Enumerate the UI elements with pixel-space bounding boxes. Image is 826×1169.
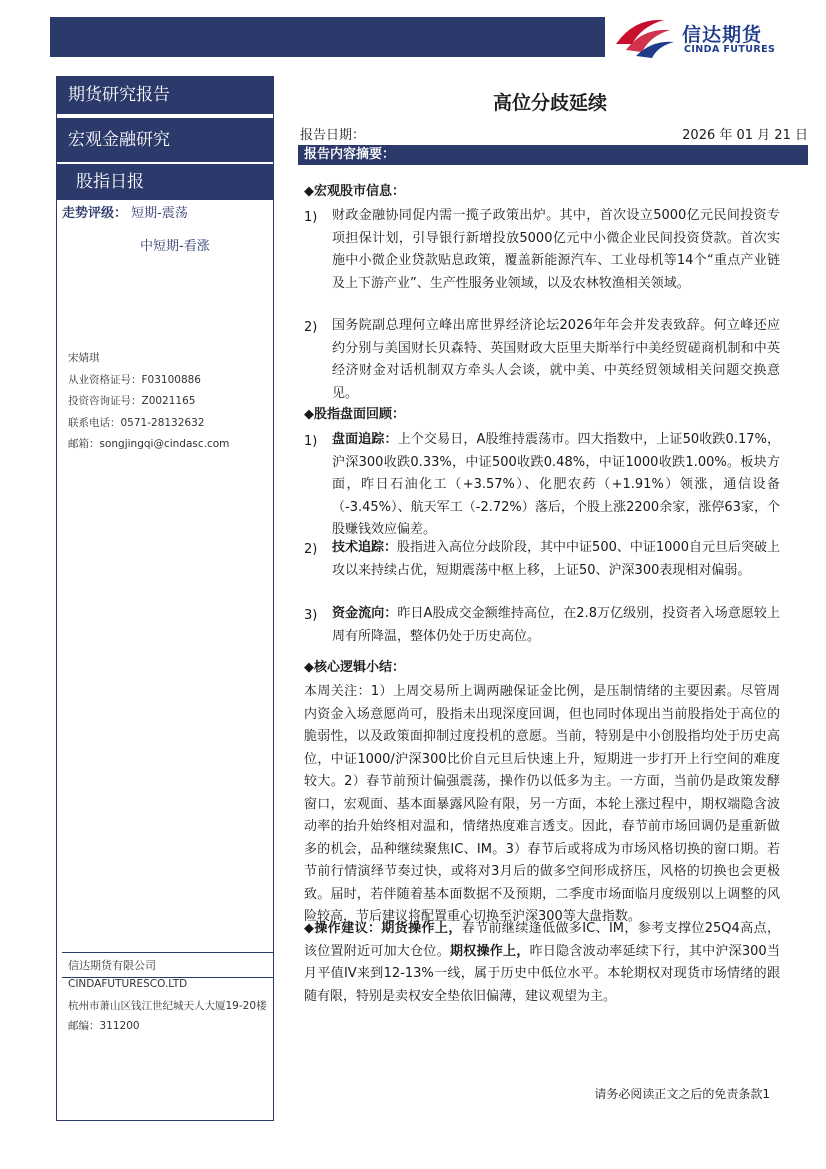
cinda-logo bbox=[612, 14, 802, 62]
advice-futures-label: 期货操作上， bbox=[381, 921, 462, 936]
macro-item-number: 1) bbox=[304, 210, 318, 225]
macro-section-heading: ◆宏观股市信息： bbox=[304, 184, 405, 199]
review-item-label: 资金流向： bbox=[332, 606, 398, 621]
review-item-label: 技术追踪： bbox=[332, 540, 398, 555]
summary-header: 报告内容摘要： bbox=[298, 145, 808, 165]
report-title: 高位分歧延续 bbox=[492, 92, 607, 114]
advice-options-label: 期权操作上， bbox=[449, 943, 530, 959]
advice-label: ◆操作建议： bbox=[304, 921, 382, 936]
analyst-qualification: 从业资格证号：F03100886 bbox=[68, 373, 201, 386]
trend-rating bbox=[62, 202, 188, 221]
macro-item-number: 2) bbox=[304, 320, 318, 335]
review-item-number: 1) bbox=[304, 434, 318, 449]
analyst-name: 宋婧琪 bbox=[68, 352, 100, 364]
advice-paragraph bbox=[304, 918, 780, 1008]
review-section-heading: ◆股指盘面回顾： bbox=[304, 407, 405, 422]
analyst-phone: 联系电话：0571-28132632 bbox=[68, 416, 205, 429]
company-name: 信达期货有限公司 bbox=[62, 952, 274, 978]
review-item-body: 上个交易日，A股维持震荡市。四大指数中，上证50收跌0.17%，沪深300收跌0.33%，中证500收跌0.48%，中证1000收跌1.00%。板块方面，昨日石油化工（+3.57%）、化肥农药（+1.91%）领涨，通信设备（-3.45%）、航天军工（-2.72%）落后，个股上涨2200余家，涨停63家，个股赚钱效应偏差。 bbox=[332, 432, 780, 537]
trend-label: 走势评级： bbox=[62, 206, 128, 221]
company-info bbox=[68, 978, 267, 1038]
advice-futures-text: 春节前继续逢低做多IC、IM，参考支撑位25Q4高点，该位置附近可加大仓位。 bbox=[304, 921, 780, 959]
date-label: 报告日期： bbox=[300, 128, 366, 143]
macro-item-text: 国务院副总理何立峰出席世界经济论坛2026年年会并发表致辞。何立峰还应约分别与美国财长贝森特、英国财政大臣里夫斯举行中美经贸磋商机制和中英经济财金对话机制双方牵头人会谈，就中美、中英经贸领域相关问题交换意见。 bbox=[332, 318, 780, 401]
logo-text-en: CINDA FUTURES bbox=[684, 44, 776, 55]
macro-item-text: 财政金融协同促内需一揽子政策出炉。其中，首次设立5000亿元民间投资专项担保计划，引导银行新增投放5000亿元中小微企业民间投资贷款。首次实施中小微企业贷款贴息政策，覆盖新能源汽车、工业母机等14个“重点产业链及上下游产业”、生产性服务业领域，以及农林牧渔相关领域。 bbox=[332, 208, 780, 291]
report-date-row bbox=[300, 124, 808, 142]
disclaimer-note: 请务必阅读正文之后的免责条款1 bbox=[594, 1087, 770, 1101]
company-website: CINDAFUTURESCO.LTD bbox=[68, 978, 188, 990]
review-item-body: 股指进入高位分歧阶段，其中中证500、中证1000自元旦后突破上攻以来持续占优，短期震荡中枢上移，上证50、沪深300表现相对偏弱。 bbox=[332, 540, 780, 578]
advice-options-text: 昨日隐含波动率延续下行，其中沪深300当月平值IV来到12-13%一线，属于历史中低位水平。本轮期权对现货市场情绪的跟随有限，特别是卖权安全垫依旧偏薄，建议观望为主。 bbox=[304, 943, 780, 1004]
analyst-email[interactable]: 邮箱：songjingqi@cindasc.com bbox=[68, 438, 230, 450]
review-item-number: 3) bbox=[304, 608, 318, 623]
report-type: 期货研究报告 bbox=[56, 76, 274, 114]
analyst-info bbox=[68, 350, 229, 458]
review-item-number: 2) bbox=[304, 542, 318, 557]
logo-text-cn: 信达期货 bbox=[682, 24, 763, 46]
company-postcode: 邮编：311200 bbox=[68, 1020, 140, 1032]
review-item-body: 昨日A股成交金额维持高位，在2.8万亿级别，投资者入场意愿较上周有所降温，整体仍处于历史高位。 bbox=[332, 606, 780, 644]
review-item-label: 盘面追踪： bbox=[332, 432, 398, 447]
logo-mark-icon bbox=[612, 14, 678, 62]
header-band bbox=[50, 17, 605, 57]
review-item-text bbox=[332, 429, 780, 542]
review-item-text bbox=[332, 603, 780, 648]
company-address: 杭州市萧山区钱江世纪城天人大厦19-20楼 bbox=[68, 1000, 267, 1012]
trend-mid: 中短期-看涨 bbox=[140, 239, 210, 254]
logic-section-heading: ◆核心逻辑小结： bbox=[304, 660, 405, 675]
trend-short: 短期-震荡 bbox=[131, 206, 188, 221]
logic-paragraph: 本周关注：1）上周交易所上调两融保证金比例，是压制情绪的主要因素。尽管周内资金入场意愿尚可，股指未出现深度回调，但也同时体现出当前股指处于高位的脆弱性，以及政策面抑制过度投机的意愿。当前，特别是中小创股指均处于历史高位，中证1000/沪深300比价自元旦后快速上升，短期进一步打开上行空间的难度较大。2）春节前预计偏强震荡，操作仍以低多为主。一方面，当前仍是政策发酵窗口，宏观面、基本面暴露风险有限，另一方面，本轮上涨过程中，期权端隐含波动率的抬升始终相对温和，情绪热度难言透支。因此，春节前市场回调仍是重新做多的机会，品种继续聚焦IC、IM。3）春节后或将成为市场风格切换的窗口期。若节前行情演绎节奏过快，或将对3月后的做多空间形成挤压，风格的切换也会更极致。届时，若伴随着基本面数据不及预期，二季度市场面临月度级别以上调整的风险较高，节后建议将配置重心切换至沪深300等大盘指数。 bbox=[304, 684, 780, 924]
report-subcategory: 股指日报 bbox=[56, 164, 274, 200]
review-item-text bbox=[332, 537, 780, 582]
report-category: 宏观金融研究 bbox=[56, 118, 274, 162]
analyst-consult-number: 投资咨询证号：Z0021165 bbox=[68, 395, 196, 407]
date-value: 2026 年 01 月 21 日 bbox=[682, 128, 808, 143]
